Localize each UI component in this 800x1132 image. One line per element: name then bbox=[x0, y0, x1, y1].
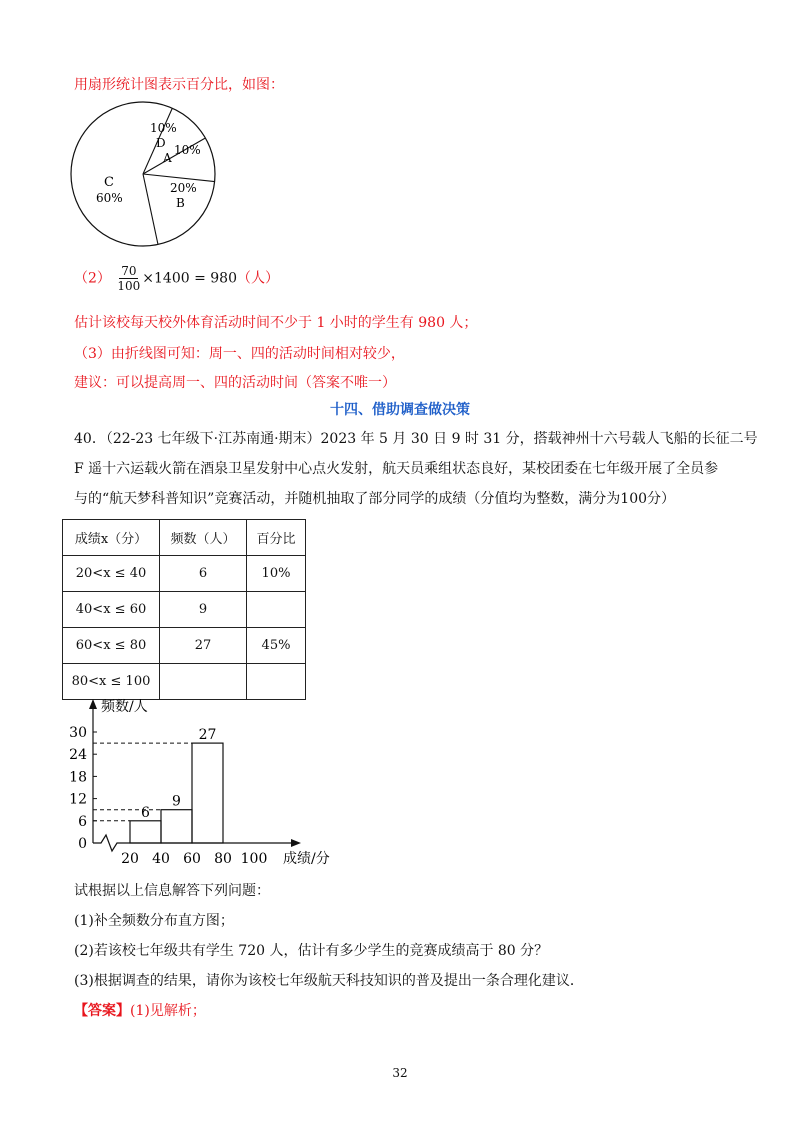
page-number: 32 bbox=[392, 1066, 408, 1080]
bar-value-label: 9 bbox=[172, 793, 181, 810]
part2-formula bbox=[74, 264, 279, 293]
x-tick-label: 20 bbox=[121, 851, 139, 867]
fraction-numerator: 70 bbox=[121, 264, 137, 278]
histogram-y-label: 频数/人 bbox=[101, 699, 148, 715]
pie-label-a-pct: 10% bbox=[174, 143, 201, 157]
problem-line-2: F 遥十六运载火箭在酒泉卫星发射中心点火发射，航天员乘组状态良好，某校团委在七年级开展了全员参 bbox=[74, 461, 719, 477]
pie-intro-text: 用扇形统计图表示百分比，如图： bbox=[74, 77, 284, 93]
table-cell: 60<x ≤ 80 bbox=[63, 628, 160, 664]
fraction-denominator: 100 bbox=[117, 279, 141, 293]
table-header-cell: 百分比 bbox=[247, 520, 306, 556]
pie-label-a: A bbox=[163, 151, 172, 165]
pie-chart bbox=[60, 100, 240, 280]
pie-label-d-pct: 10% bbox=[150, 121, 177, 135]
fraction bbox=[115, 264, 142, 293]
formula-rest: ×1400 = 980 bbox=[142, 270, 237, 287]
table-cell: 40<x ≤ 60 bbox=[63, 592, 160, 628]
table-row bbox=[63, 592, 306, 628]
table-row bbox=[63, 556, 306, 592]
table-cell: 20<x ≤ 40 bbox=[63, 556, 160, 592]
y-tick-label: 30 bbox=[69, 725, 87, 741]
bar-value-label: 27 bbox=[198, 727, 217, 744]
formula-unit: （人） bbox=[237, 270, 279, 287]
table-cell bbox=[247, 592, 306, 628]
x-tick-label: 60 bbox=[183, 851, 201, 867]
questions-intro: 试根据以上信息解答下列问题： bbox=[74, 883, 270, 899]
pie-label-b-pct: 20% bbox=[170, 181, 197, 195]
estimate-text: 估计该校每天校外体育活动时间不少于 1 小时的学生有 980 人； bbox=[74, 315, 478, 331]
answer-text: (1)见解析； bbox=[130, 1003, 206, 1019]
y-tick-label: 24 bbox=[69, 747, 87, 764]
histogram-bar bbox=[130, 821, 161, 843]
part2-prefix: （2） bbox=[74, 270, 111, 287]
histogram-x-label: 成绩/分 bbox=[283, 851, 330, 867]
suggestion-text: 建议：可以提高周一、四的活动时间（答案不唯一） bbox=[74, 375, 396, 391]
section-title: 十四、借助调查做决策 bbox=[330, 402, 470, 418]
frequency-table bbox=[62, 519, 306, 700]
pie-label-b: B bbox=[176, 196, 185, 210]
y-tick-label: 6 bbox=[78, 813, 87, 830]
table-cell: 45% bbox=[247, 628, 306, 664]
y-tick-label: 12 bbox=[69, 791, 87, 808]
table-cell: 10% bbox=[247, 556, 306, 592]
histogram-chart bbox=[55, 695, 355, 870]
part3-text: （3）由折线图可知：周一、四的活动时间相对较少， bbox=[74, 346, 405, 362]
x-tick-label: 100 bbox=[240, 851, 268, 867]
table-row bbox=[63, 628, 306, 664]
problem-line-1: 40．（22-23 七年级下·江苏南通·期末）2023 年 5 月 30 日 9 时 31 分，搭载神州十六号载人飞船的长征二号 bbox=[74, 431, 758, 447]
table-cell: 6 bbox=[160, 556, 247, 592]
question-3: (3)根据调查的结果，请你为该校七年级航天科技知识的普及提出一条合理化建议． bbox=[74, 973, 584, 989]
bar-value-label: 6 bbox=[141, 804, 150, 821]
pie-label-c: C bbox=[104, 175, 114, 190]
x-tick-label: 40 bbox=[152, 851, 170, 867]
histogram-bar bbox=[192, 743, 223, 843]
answer-line bbox=[74, 1000, 206, 1022]
x-tick-label: 80 bbox=[214, 851, 232, 867]
histogram-bar bbox=[161, 810, 192, 843]
x-axis-arrow bbox=[291, 839, 301, 847]
y-axis-arrow bbox=[89, 699, 97, 709]
y-tick-label: 18 bbox=[69, 769, 87, 786]
pie-boundary-line bbox=[143, 174, 158, 244]
answer-tag: 【答案】 bbox=[74, 1003, 130, 1019]
question-2: (2)若该校七年级共有学生 720 人，估计有多少学生的竞赛成绩高于 80 分？ bbox=[74, 943, 549, 959]
table-header-row bbox=[63, 520, 306, 556]
table-header-cell: 频数（人） bbox=[160, 520, 247, 556]
y-tick-label: 0 bbox=[78, 836, 87, 852]
table-cell: 80<x ≤ 100 bbox=[63, 664, 160, 700]
histogram-axes bbox=[89, 699, 301, 851]
table-cell: 27 bbox=[160, 628, 247, 664]
pie-label-d: D bbox=[156, 136, 166, 150]
histogram-x-ticks bbox=[121, 851, 267, 867]
problem-line-3: 与的“航天梦科普知识”竞赛活动，并随机抽取了部分同学的成绩（分值均为整数，满分为100分） bbox=[74, 491, 676, 507]
histogram-bars bbox=[130, 727, 223, 843]
question-1: (1)补全频数分布直方图； bbox=[74, 913, 234, 929]
table-cell: 9 bbox=[160, 592, 247, 628]
table-header-cell: 成绩x（分） bbox=[63, 520, 160, 556]
pie-label-c-pct: 60% bbox=[96, 191, 123, 205]
